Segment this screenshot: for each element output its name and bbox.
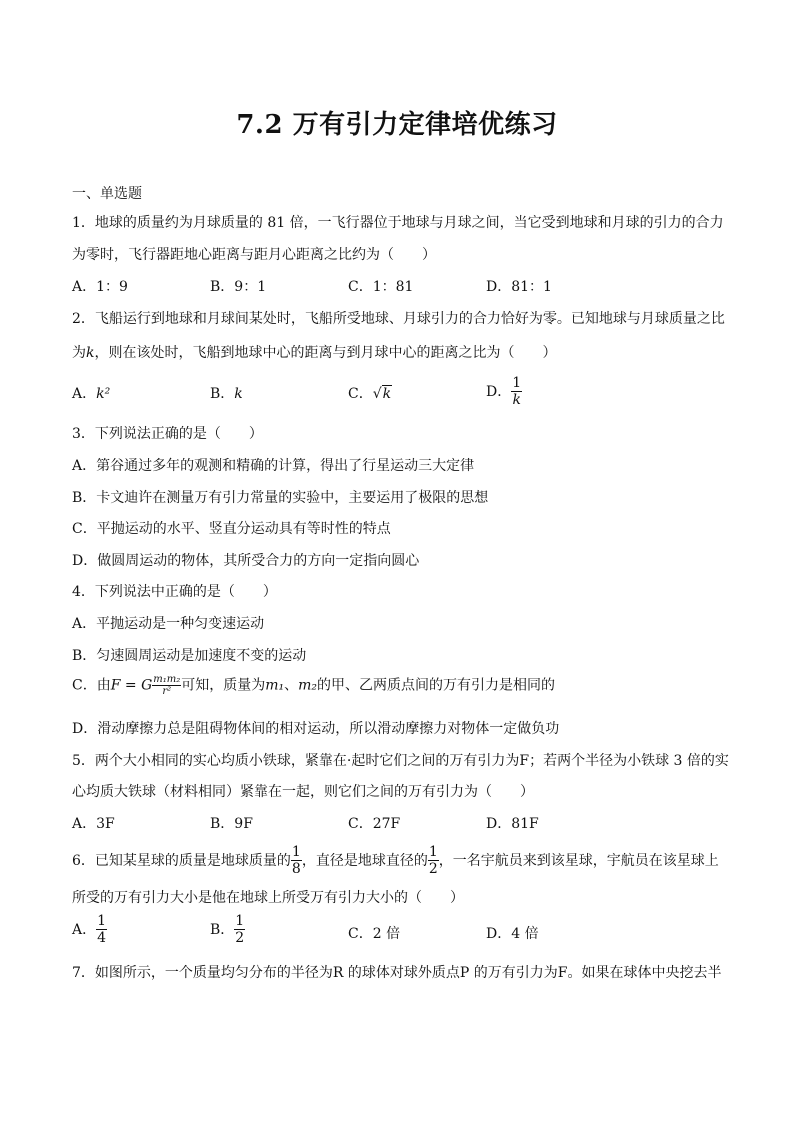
question-5-option-c: C．27F <box>348 816 401 832</box>
question-4-option-d: D．滑动摩擦力总是阻碍物体间的相对运动，所以滑动摩擦力对物体一定做负功 <box>72 721 560 737</box>
question-5-option-a: A．3F <box>72 816 115 832</box>
question-1-option-d: D．81：1 <box>486 279 552 295</box>
question-4-formula-fraction <box>152 674 181 697</box>
question-1-option-a: A．1：9 <box>72 279 128 295</box>
question-4-option-c-prefix: C．由 <box>72 677 111 694</box>
question-4-option-c-suffix: 的甲、乙两质点间的万有引力是相同的 <box>317 677 556 694</box>
question-4-m1-symbol: m₁ <box>265 677 285 694</box>
sqrt-icon: √k <box>372 386 392 402</box>
question-2-option-b-math: k <box>234 386 243 402</box>
question-6-fraction-diameter <box>428 845 439 877</box>
document-title: 7.2 万有引力定律培优练习 <box>236 110 558 140</box>
question-6-option-b-fraction <box>234 914 245 946</box>
question-6-option-b-denominator: 2 <box>235 930 245 946</box>
question-1-option-b: B．9：1 <box>210 279 267 295</box>
question-5-option-d: D．81F <box>486 816 539 832</box>
question-6-line-1-part-a: 6．已知某星球的质量是地球质量的 <box>72 853 291 869</box>
question-4-stem: 4．下列说法中正确的是（ ） <box>72 584 277 600</box>
question-2-option-a-label: A． <box>72 386 97 402</box>
question-6-option-b <box>210 914 245 946</box>
question-4-option-c <box>72 674 732 697</box>
question-6-option-d: D．4 倍 <box>486 926 539 942</box>
question-2-option-d-numerator: 1 <box>512 375 522 391</box>
question-4-formula-lhs: F = G <box>110 677 153 694</box>
question-2-option-d-fraction <box>511 376 522 408</box>
question-5-line-2: 心均质大铁球（材料相同）紧靠在一起，则它们之间的万有引力为（ ） <box>72 784 534 800</box>
question-1-line-1: 1．地球的质量约为月球质量的 81 倍，一飞行器位于地球与月球之间，当它受到地球和月球的引力的合力 <box>72 215 724 231</box>
question-2-option-c <box>348 384 392 404</box>
question-6-option-b-label: B． <box>210 922 235 938</box>
question-6-fraction-diameter-numerator: 1 <box>428 844 438 860</box>
question-5-line-1: 5．两个大小相同的实心均质小铁球，紧靠在·起时它们之间的万有引力为F；若两个半径为小铁球 3 倍的实 <box>72 753 729 769</box>
question-2-line-2-suffix: ，则在该处时，飞船到地球中心的距离与到月球中心的距离之比为（ ） <box>94 345 557 361</box>
question-2-option-b-label: B． <box>210 386 235 402</box>
question-3-option-b: B．卡文迪许在测量万有引力常量的实验中，主要运用了极限的思想 <box>72 490 489 506</box>
question-6-fraction-diameter-denominator: 2 <box>428 861 438 877</box>
question-3-option-c: C．平抛运动的水平、竖直分运动具有等时性的特点 <box>72 521 391 537</box>
question-1-option-c: C．1：81 <box>348 279 414 295</box>
question-4-formula-numerator: m₁m₂ <box>153 674 181 685</box>
question-4-separator: 、 <box>284 677 299 694</box>
question-6-line-1-part-c: ，一名宇航员来到该星球，宇航员在该星球上 <box>438 853 719 869</box>
question-2-line-2-prefix: 为 <box>72 345 86 361</box>
section-heading: 一、单选题 <box>72 186 142 202</box>
question-2-line-2 <box>72 343 732 363</box>
question-6-option-a-label: A． <box>72 922 97 938</box>
question-6-option-b-numerator: 1 <box>235 913 245 929</box>
question-2-line-1: 2．飞船运行到地球和月球间某处时，飞船所受地球、月球引力的合力恰好为零。已知地球与月球质量之比 <box>72 311 725 327</box>
question-1-line-2: 为零时，飞行器距地心距离与距月心距离之比约为（ ） <box>72 247 436 263</box>
question-6-fraction-mass <box>291 845 302 877</box>
question-2-option-c-math: k <box>382 386 392 402</box>
question-6-fraction-mass-numerator: 1 <box>291 844 301 860</box>
question-7-line-1: 7．如图所示，一个质量均匀分布的半径为R 的球体对球外质点P 的万有引力为F。如果在球体中央挖去半 <box>72 965 722 981</box>
question-2-option-d-label: D． <box>486 384 512 400</box>
question-4-option-b: B．匀速圆周运动是加速度不变的运动 <box>72 648 307 664</box>
question-3-option-a: A．第谷通过多年的观测和精确的计算，得出了行星运动三大定律 <box>72 458 475 474</box>
question-2-option-a-math: k² <box>96 386 111 402</box>
question-2-option-b <box>210 384 243 404</box>
question-4-option-c-middle: 可知，质量为 <box>181 677 266 694</box>
question-4-option-a: A．平抛运动是一种匀变速运动 <box>72 616 265 632</box>
question-6-line-1 <box>72 845 732 877</box>
question-6-option-a-denominator: 4 <box>97 930 107 946</box>
question-2-option-c-label: C． <box>348 386 373 402</box>
question-2-option-d <box>486 376 522 408</box>
question-6-option-a <box>72 914 107 946</box>
question-2-option-a <box>72 384 110 404</box>
question-6-option-a-fraction <box>96 914 107 946</box>
question-6-line-2: 所受的万有引力大小是他在地球上所受万有引力大小的（ ） <box>72 890 464 906</box>
question-2-k-symbol: k <box>86 345 95 361</box>
question-2-option-d-denominator: k <box>512 392 521 408</box>
question-3-stem: 3．下列说法正确的是（ ） <box>72 426 263 442</box>
question-6-option-a-numerator: 1 <box>97 913 107 929</box>
question-5-option-b: B．9F <box>210 816 253 832</box>
question-6-option-c: C．2 倍 <box>348 926 401 942</box>
question-4-formula-denominator: r² <box>162 686 172 697</box>
question-4-m2-symbol: m₂ <box>298 677 318 694</box>
question-6-line-1-part-b: ，直径是地球直径的 <box>301 853 428 869</box>
question-6-fraction-mass-denominator: 8 <box>291 861 301 877</box>
question-3-option-d: D．做圆周运动的物体，其所受合力的方向一定指向圆心 <box>72 553 420 569</box>
